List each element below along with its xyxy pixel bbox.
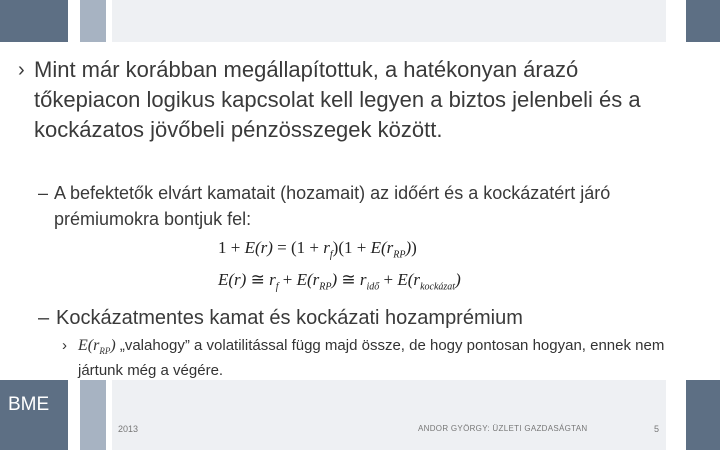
bullet-level2-first [38, 180, 658, 232]
header-light-band [112, 0, 666, 42]
formula-return-decomposition: $1 + E(r) = (1 + r_f)(1 + E(r_{RP}))$ [218, 238, 417, 261]
bullet-text: A befektetők elvárt kamatait (hozamait) az időért és a kockázatért járó prémiumokra bontjuk fel: [54, 183, 611, 229]
footer-accent-strip [80, 380, 106, 450]
footer-dark-block-right [686, 380, 720, 450]
bullet-marker: › [18, 59, 25, 81]
footer-author: ANDOR GYÖRGY: ÜZLETI GAZDASÁGTAN [418, 424, 588, 433]
inline-math: $E(r_{RP})$ [78, 337, 116, 357]
bullet-level3 [62, 336, 682, 381]
formula-approximation: E(r) ≅ $r_f + E(r_{RP})$ ≅ $r_{idő} + E(r_{kockázat})$ [218, 270, 461, 293]
header-accent-strip [80, 0, 106, 42]
bullet-marker: – [38, 183, 49, 203]
header-dark-block-right [686, 0, 720, 42]
footer-page-number: 5 [654, 424, 660, 434]
bullet-level1 [18, 55, 678, 145]
bullet-text: $E(r_{RP})$ „valahogy” a volatilitással függ majd össze, de hogy pontosan hogyan, ennek nem jártunk még a végére. [78, 337, 665, 380]
header-dark-block-left [0, 0, 68, 42]
bullet-text: Kockázatmentes kamat és kockázati hozamprémium [56, 307, 523, 329]
bullet-level2-second [38, 305, 678, 331]
bullet-marker: › [62, 337, 67, 354]
bullet-marker: – [38, 307, 50, 329]
footer-light-band [112, 380, 666, 450]
bullet-text: Mint már korábban megállapítottuk, a hatékonyan árazó tőkepiacon logikus kapcsolat kell legyen a biztos jelenbeli és a kockázatos jövőbeli pénzösszegek között. [34, 57, 641, 142]
footer-logo: BME [8, 394, 50, 415]
footer-year: 2013 [118, 424, 139, 434]
